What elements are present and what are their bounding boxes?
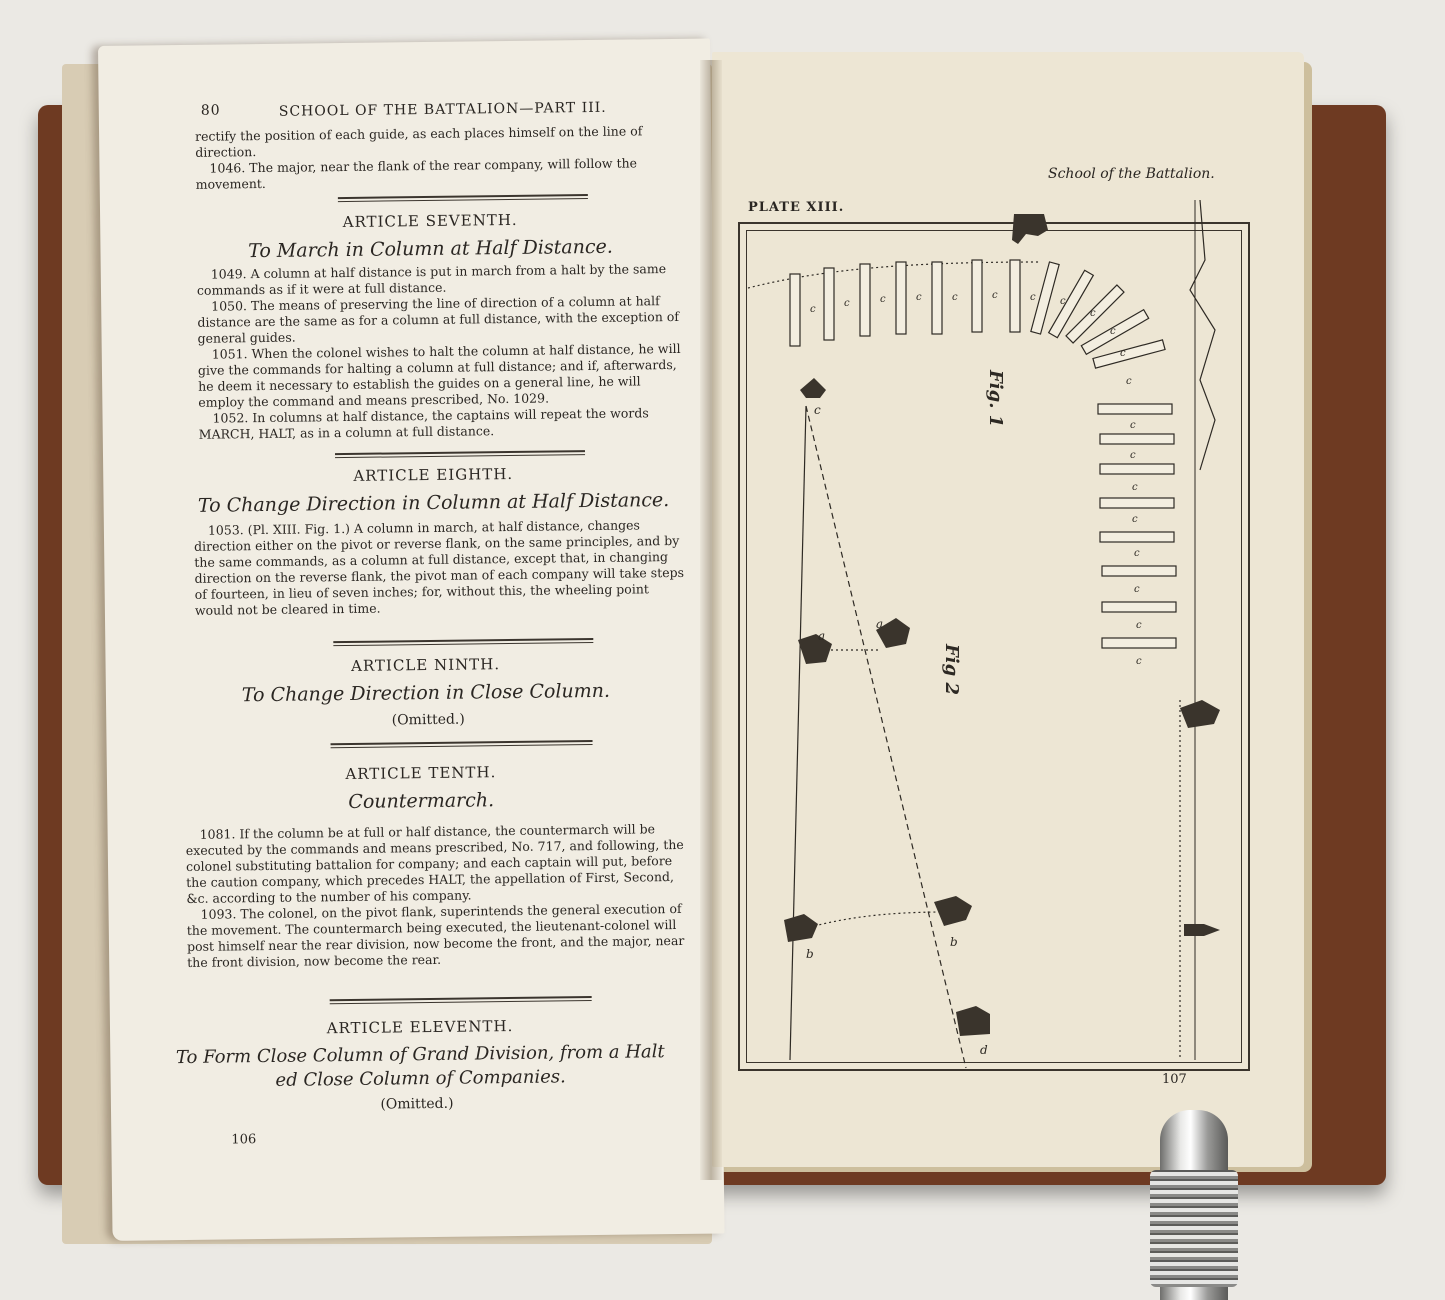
svg-text:c: c — [992, 290, 998, 301]
article-eleventh-omitted: (Omitted.) — [380, 1095, 454, 1113]
article-ninth-omitted: (Omitted.) — [391, 711, 465, 729]
svg-text:c: c — [1136, 656, 1142, 667]
plate-label: PLATE XIII. — [748, 200, 845, 215]
right-running-head: School of the Battalion. — [1048, 166, 1215, 182]
letter-b-left: b — [806, 947, 814, 961]
para-1052: 1052. In columns at half distance, the captains will repeat the words MARCH, HALT, as in a column at full distance. — [198, 405, 649, 442]
svg-text:c: c — [1030, 292, 1036, 303]
svg-text:c: c — [1136, 620, 1142, 631]
svg-text:c: c — [1126, 376, 1132, 387]
svg-text:c: c — [1134, 548, 1140, 559]
svg-text:c: c — [1110, 326, 1116, 337]
article-ninth-heading: ARTICLE NINTH. — [350, 655, 501, 675]
running-head-number: 80 — [200, 102, 221, 119]
svg-text:c: c — [880, 294, 886, 305]
letter-b-right: b — [950, 935, 958, 949]
svg-text:c: c — [1132, 482, 1138, 493]
svg-text:c: c — [1130, 420, 1136, 431]
article-ninth-title: To Change Direction in Close Column. — [241, 679, 611, 707]
svg-text:c: c — [810, 304, 816, 315]
para-1081: 1081. If the column be at full or half distance, the countermarch will be executed by the commands and means prescribed, No. 717, and following, the colonel substituting battalion for company; and each captain will put, before the caution company, which precedes HALT, the appellation of First, Second, &c. according to the number of his company. — [185, 821, 684, 906]
letter-a-right: a — [876, 617, 884, 631]
letter-d: d — [980, 1043, 988, 1057]
para-1053: 1053. (Pl. XIII. Fig. 1.) A column in march, at half distance, changes direction either on the pivot or reverse flank, on the same principles, and by the same commands, as a column at full distance, except that, in changing direction on the reverse flank, the pivot man of each company will take steps of fourteen, in lieu of seven inches; for, without this, the wheeling point would not be cleared in time. — [194, 517, 685, 618]
para-1093: 1093. The colonel, on the pivot flank, superintends the general execution of the movement. The countermarch being executed, the lieutenant-colonel will post himself near the rear division, now become the front, and the major, near the front division, now become the rear. — [186, 900, 685, 970]
article-eighth-title: To Change Direction in Column at Half Distance. — [197, 489, 670, 517]
article-eleventh-title-line1: To Form Close Column of Grand Division, from a Halt — [175, 1041, 665, 1069]
page-number-left: 106 — [231, 1132, 257, 1148]
svg-text:c: c — [1060, 296, 1066, 307]
pen-grip-band — [1150, 1170, 1238, 1287]
svg-text:c: c — [1134, 584, 1140, 595]
svg-text:c: c — [844, 298, 850, 309]
article-seventh-title: To March in Column at Half Distance. — [248, 235, 613, 263]
svg-text:c: c — [916, 292, 922, 303]
page-number-right: 107 — [1162, 1072, 1187, 1087]
running-head-title: SCHOOL OF THE BATTALION—PART III. — [278, 99, 607, 120]
article-tenth-heading: ARTICLE TENTH. — [345, 763, 497, 784]
article-seventh-heading: ARTICLE SEVENTH. — [342, 210, 518, 232]
svg-text:c: c — [1130, 450, 1136, 461]
para-1051: 1051. When the colonel wishes to halt the column at half distance, he will give the commands for halting a column at full distance; and if, afterwards, he deem it necessary to establish the guides on a general line, he will employ the command and means prescribed, No. 1029. — [197, 340, 681, 410]
article-eleventh-title-line2: ed Close Column of Companies. — [275, 1066, 566, 1091]
svg-text:c: c — [952, 292, 958, 303]
svg-text:c: c — [1090, 308, 1096, 319]
para-1050: 1050. The means of preserving the line of direction of a column at half distance are the same as for a column at full distance, with the exception of general guides. — [197, 293, 680, 346]
fig2-label: Fig 2 — [941, 644, 962, 695]
para-1049: 1049. A column at half distance is put in march from a halt by the same commands as if it were at full distance. — [196, 261, 667, 298]
svg-text:c: c — [1120, 348, 1126, 359]
para-1046: 1046. The major, near the flank of the rear company, will follow the movement. — [195, 155, 638, 192]
article-eighth-heading: ARTICLE EIGHTH. — [353, 464, 514, 485]
fig1-label: Fig. 1 — [985, 370, 1006, 428]
svg-text:c: c — [1132, 514, 1138, 525]
letter-c-fig2: c — [814, 403, 821, 417]
intro-text: rectify the position of each guide, as each places himself on the line of direction. — [195, 123, 643, 160]
article-eleventh-heading: ARTICLE ELEVENTH. — [326, 1017, 514, 1038]
article-tenth-title: Countermarch. — [348, 789, 495, 813]
letter-a-left: a — [818, 629, 826, 643]
